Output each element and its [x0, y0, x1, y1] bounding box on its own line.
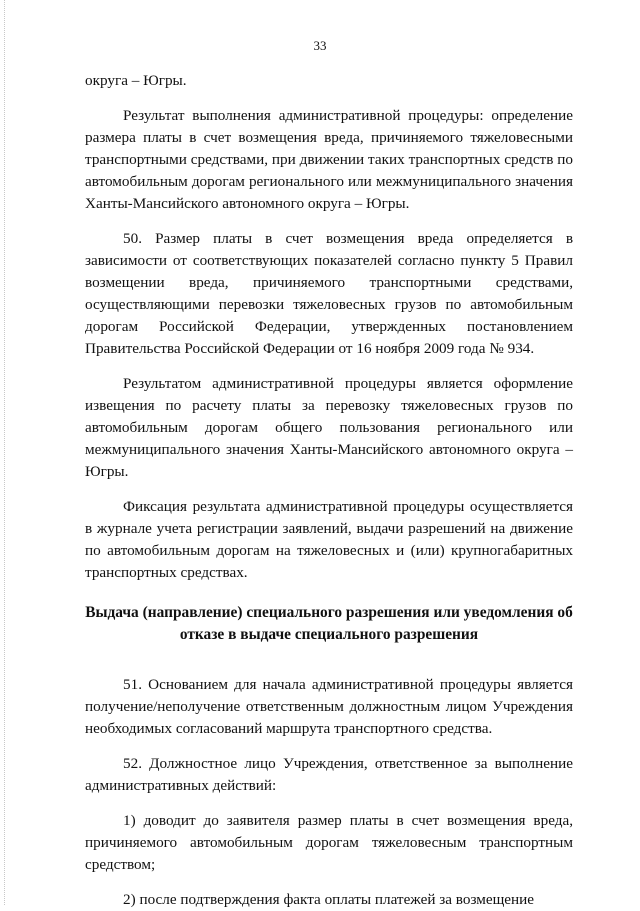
paragraph-50: 50. Размер платы в счет возмещения вреда определяется в зависимости от соответствующих показателей согласно пункту 5 Правил возмещении вреда, причиняемого транспортными средствами, осуществляющими перевозки тяжеловесных грузов по автомобильным дорогам Российской Федерации, утвержденных постановлением Правительства Российской Федерации от 16 ноября 2009 года № 934. [85, 230, 573, 357]
left-margin-rule [4, 0, 6, 905]
paragraph-result-notice: Результатом административной процедуры является оформление извещения по расчету платы за перевозку тяжеловесных грузов по автомобильным дорогам общего пользования регионального или межмуниципального значения Ханты-Мансийского автономного округа – Югры. [85, 375, 573, 480]
document-body [85, 70, 573, 911]
list-item-1: 1) доводит до заявителя размер платы в счет возмещения вреда, причиняемого автомобильным дорогам тяжеловесным транспортным средством; [85, 812, 573, 873]
list-item-2: 2) после подтверждения факта оплаты платежей за возмещение [123, 891, 535, 908]
page-number: 33 [313, 38, 327, 53]
paragraph-fixation: Фиксация результата административной процедуры осуществляется в журнале учета регистрации заявлений, выдачи разрешений на движение по автомобильным дорогам на тяжеловесных и (или) крупногабаритных транспортных средствах. [85, 498, 573, 581]
paragraph-51: 51. Основанием для начала административной процедуры является получение/неполучение ответственным должностным лицом Учреждения необходимых согласований маршрута транспортного средства. [85, 676, 573, 737]
paragraph-continuation: округа – Югры. [85, 72, 187, 89]
paragraph-52: 52. Должностное лицо Учреждения, ответственное за выполнение административных действий: [85, 755, 573, 794]
paragraph-result: Результат выполнения административной процедуры: определение размера платы в счет возмещения вреда, причиняемого тяжеловесными транспортными средствами, при движении таких транспортных средств по автомобильным дорогам регионального или межмуниципального значения Ханты-Мансийского автономного округа – Югры. [85, 107, 573, 212]
section-heading: Выдача (направление) специального разрешения или уведомления об отказе в выдаче специального разрешения [85, 604, 573, 643]
